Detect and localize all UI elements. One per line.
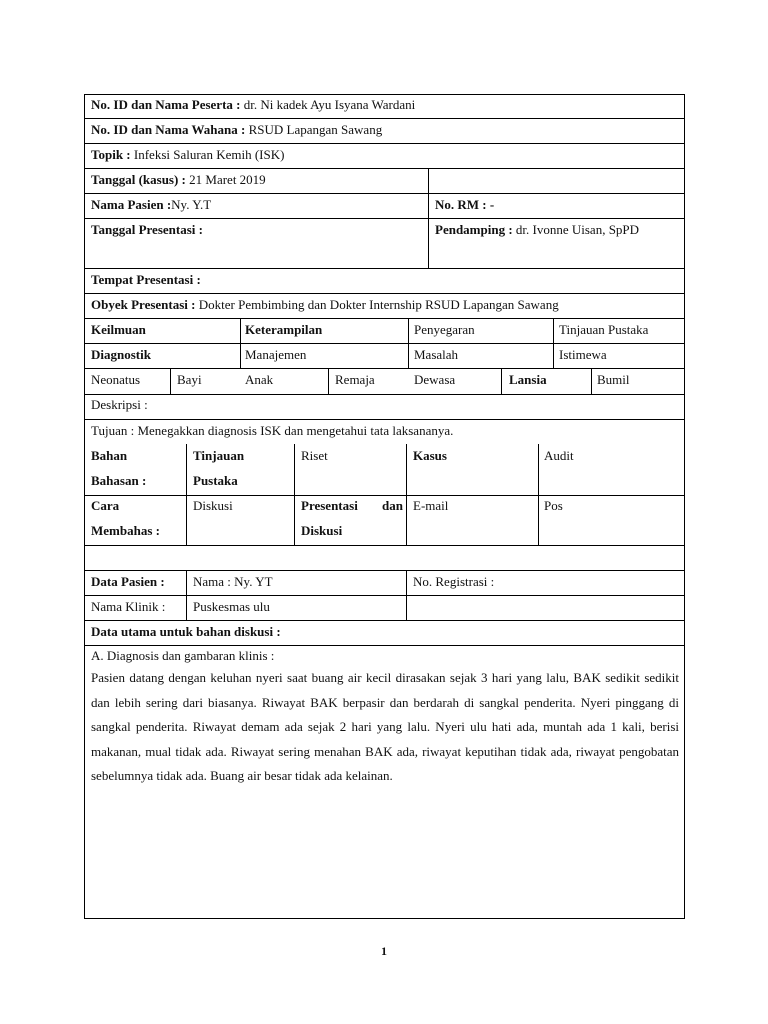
nama-klinik-value: Puskesmas ulu <box>193 599 270 614</box>
row-divider <box>85 143 684 144</box>
peserta-value: dr. Ni kadek Ayu Isyana Wardani <box>240 97 416 112</box>
pendamping-field <box>435 222 639 238</box>
diskusi-cell: Diskusi <box>193 498 233 513</box>
obyek-value: Dokter Pembimbing dan Dokter Internship RSUD Lapangan Sawang <box>195 297 559 312</box>
presentasi-line1b: dan <box>382 498 403 513</box>
row-divider <box>85 318 684 319</box>
row-divider <box>85 645 684 646</box>
row-divider <box>85 193 684 194</box>
row-divider <box>85 495 684 496</box>
email-cell: E-mail <box>413 498 449 513</box>
pendamping-value: dr. Ivonne Uisan, SpPD <box>512 222 640 237</box>
data-utama-label: Data utama untuk bahan diskusi : <box>91 624 281 639</box>
col-divider <box>591 368 592 394</box>
row-divider <box>85 218 684 219</box>
wahana-value: RSUD Lapangan Sawang <box>245 122 383 137</box>
pendamping-label: Pendamping : <box>435 222 513 237</box>
row-divider <box>85 545 684 546</box>
col-divider <box>553 318 554 368</box>
topik-label: Topik : <box>91 147 131 162</box>
cara-label-line2: Membahas : <box>91 523 160 538</box>
riset-cell: Riset <box>301 448 328 463</box>
tanggal-label: Tanggal (kasus) : <box>91 172 186 187</box>
col-divider <box>170 368 171 394</box>
col-divider <box>406 570 407 620</box>
lansia-cell: Lansia <box>509 372 547 387</box>
col-divider <box>186 444 187 545</box>
row-divider <box>85 118 684 119</box>
pasien-value: Ny. Y.T <box>171 197 212 212</box>
rm-label: No. RM : - <box>435 197 495 212</box>
presentasi-line2: Diskusi <box>301 523 343 538</box>
nama-pasien-cell: Nama : Ny. YT <box>193 574 273 589</box>
row-divider <box>85 293 684 294</box>
anak-cell: Anak <box>245 372 274 387</box>
page-number: 1 <box>381 944 387 958</box>
bahan-label-line1: Bahan <box>91 448 128 463</box>
col-divider <box>501 368 502 394</box>
topik-value: Infeksi Saluran Kemih (ISK) <box>130 147 285 162</box>
col-divider <box>428 168 429 268</box>
keilmuan-cell: Keilmuan <box>91 322 146 337</box>
col-divider <box>240 318 241 368</box>
wahana-label: No. ID dan Nama Wahana : <box>91 122 246 137</box>
presentasi-line1a: Presentasi <box>301 498 358 513</box>
cara-label-line1: Cara <box>91 498 120 513</box>
row-divider <box>85 595 684 596</box>
neonatus-cell: Neonatus <box>91 372 141 387</box>
masalah-cell: Masalah <box>414 347 459 362</box>
pasien-label: Nama Pasien : <box>91 197 172 212</box>
col-divider <box>294 444 295 545</box>
diagnosis-paragraph: Pasien datang dengan keluhan nyeri saat buang air kecil dirasakan sejak 3 hari yang lalu, BAK sedikit sedikit dan lebih sering dari biasanya. Riwayat BAK berpasir dan berdarah di sangkal penderita. Nyeri pinggang di sangkal penderita. Riwayat demam ada sejak 2 hari yang lalu. Nyeri ulu hati ada, muntah ada 1 kali, berisi makanan, mual tidak ada. Riwayat sering menahan BAK ada, riwayat keputihan tidak ada, riwayat pengobatan sebelumnya tidak ada. Buang air besar tidak ada kelainan. <box>91 670 679 784</box>
tanggal-value: 21 Maret 2019 <box>185 172 266 187</box>
tinjauan-line2: Pustaka <box>193 473 238 488</box>
tempat-label: Tempat Presentasi : <box>91 272 201 287</box>
tinjauan-line1: Tinjauan <box>193 448 245 463</box>
row-divider <box>85 620 684 621</box>
col-divider <box>408 318 409 368</box>
kasus-cell: Kasus <box>413 448 447 463</box>
manajemen-cell: Manajemen <box>245 347 307 362</box>
tanggal-presentasi-label: Tanggal Presentasi : <box>91 222 203 237</box>
pasien-field <box>91 197 211 213</box>
registrasi-cell: No. Registrasi : <box>413 574 495 589</box>
tinjauan-pustaka-cell: Tinjauan Pustaka <box>559 322 649 337</box>
dewasa-cell: Dewasa <box>414 372 456 387</box>
audit-cell: Audit <box>544 448 574 463</box>
deskripsi-label: Deskripsi : <box>91 397 148 412</box>
diagnosis-heading: A. Diagnosis dan gambaran klinis : <box>91 648 275 663</box>
tanggal-field <box>91 172 266 188</box>
bahan-label-line2: Bahasan : <box>91 473 147 488</box>
bayi-cell: Bayi <box>177 372 202 387</box>
obyek-label: Obyek Presentasi : <box>91 297 196 312</box>
peserta-label: No. ID dan Nama Peserta : <box>91 97 241 112</box>
topik-field <box>91 147 284 163</box>
data-pasien-label: Data Pasien : <box>91 574 165 589</box>
row-divider <box>85 419 684 420</box>
nama-klinik-label: Nama Klinik : <box>91 599 166 614</box>
bumil-cell: Bumil <box>597 372 630 387</box>
row-divider <box>85 368 684 369</box>
peserta-field <box>91 97 415 113</box>
diagnostik-cell: Diagnostik <box>91 347 151 362</box>
obyek-field <box>91 297 559 313</box>
col-divider <box>406 444 407 545</box>
pos-cell: Pos <box>544 498 563 513</box>
form-table <box>84 94 685 919</box>
row-divider <box>85 268 684 269</box>
penyegaran-cell: Penyegaran <box>414 322 475 337</box>
row-divider <box>85 168 684 169</box>
tujuan-text: Tujuan : Menegakkan diagnosis ISK dan mengetahui tata laksananya. <box>91 423 454 438</box>
row-divider <box>85 343 684 344</box>
keterampilan-cell: Keterampilan <box>245 322 323 337</box>
col-divider <box>328 368 329 394</box>
row-divider <box>85 570 684 571</box>
wahana-field <box>91 122 382 138</box>
remaja-cell: Remaja <box>335 372 375 387</box>
col-divider <box>538 444 539 545</box>
istimewa-cell: Istimewa <box>559 347 607 362</box>
col-divider <box>186 570 187 620</box>
row-divider <box>85 394 684 395</box>
